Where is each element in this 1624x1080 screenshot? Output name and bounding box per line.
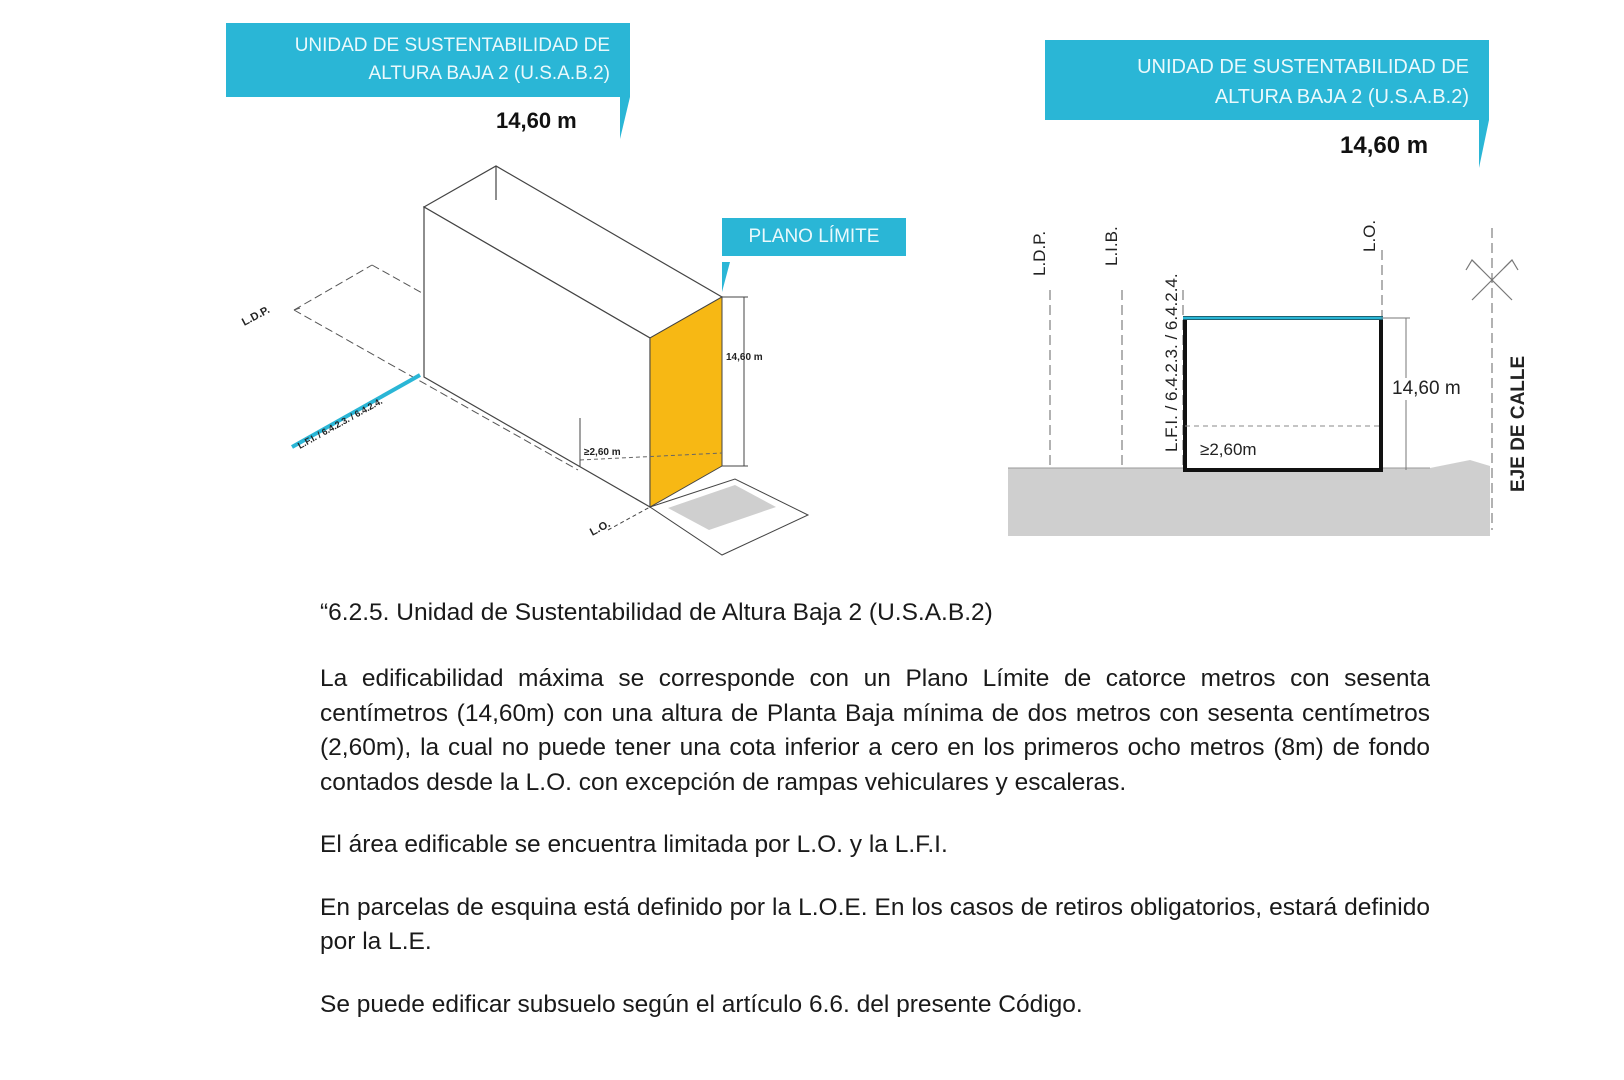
right-callout-line2: ALTURA BAJA 2 (U.S.A.B.2) xyxy=(1214,86,1469,108)
right-label-eje-de-calle: EJE DE CALLE xyxy=(1508,355,1529,492)
left-callout-line1: UNIDAD DE SUSTENTABILIDAD DE xyxy=(294,35,610,56)
left-label-lo: L.O. xyxy=(588,517,613,539)
left-callout-line2: ALTURA BAJA 2 (U.S.A.B.2) xyxy=(368,63,610,84)
document-body xyxy=(320,662,1430,1022)
left-dimension-height: 14,60 m xyxy=(726,352,763,363)
left-height-label: 14,60 m xyxy=(496,108,577,133)
right-label-lfi: L.F.I. / 6.4.2.3. / 6.4.2.4. xyxy=(1162,273,1181,452)
paragraph-edificabilidad: La edificabilidad máxima se corresponde con un Plano Límite de catorce metros con sesenta centímetros (14,60m) con una altura de Planta Baja mínima de dos metros con sesenta centímetros (2,60m), la cual no puede tener una cota inferior a cero en los primeros ocho metros (8m) de fondo contados desde la L.O. con excepción de rampas vehiculares y escaleras. xyxy=(320,665,1430,796)
plano-limite-label: PLANO LÍMITE xyxy=(748,226,880,247)
right-label-lib: L.I.B. xyxy=(1102,226,1121,266)
right-dimension-height: 14,60 m xyxy=(1392,378,1461,399)
left-dimension-ground-floor: ≥2,60 m xyxy=(584,447,621,458)
left-label-ldp: L.D.P. xyxy=(240,304,272,329)
paragraph-parcelas-esquina: En parcelas de esquina está definido por la L.O.E. En los casos de retiros obligatorios, estará definido por la L.E. xyxy=(320,893,1430,955)
right-dimension-ground-floor: ≥2,60m xyxy=(1200,440,1257,459)
document-heading xyxy=(320,596,1430,631)
left-label-lfi: L.F.I. / 6.4.2.3. / 6.4.2.4. xyxy=(296,395,384,451)
right-callout-line1: UNIDAD DE SUSTENTABILIDAD DE xyxy=(1137,56,1469,78)
right-height-label: 14,60 m xyxy=(1340,132,1429,159)
section-heading: “6.2.5. Unidad de Sustentabilidad de Altura Baja 2 (U.S.A.B.2) xyxy=(320,599,993,626)
right-label-lo: L.O. xyxy=(1360,219,1379,252)
paragraph-area-edificable: El área edificable se encuentra limitada por L.O. y la L.F.I. xyxy=(320,831,948,858)
paragraph-subsuelo: Se puede edificar subsuelo según el artículo 6.6. del presente Código. xyxy=(320,990,1083,1018)
right-label-ldp: L.D.P. xyxy=(1030,230,1049,276)
